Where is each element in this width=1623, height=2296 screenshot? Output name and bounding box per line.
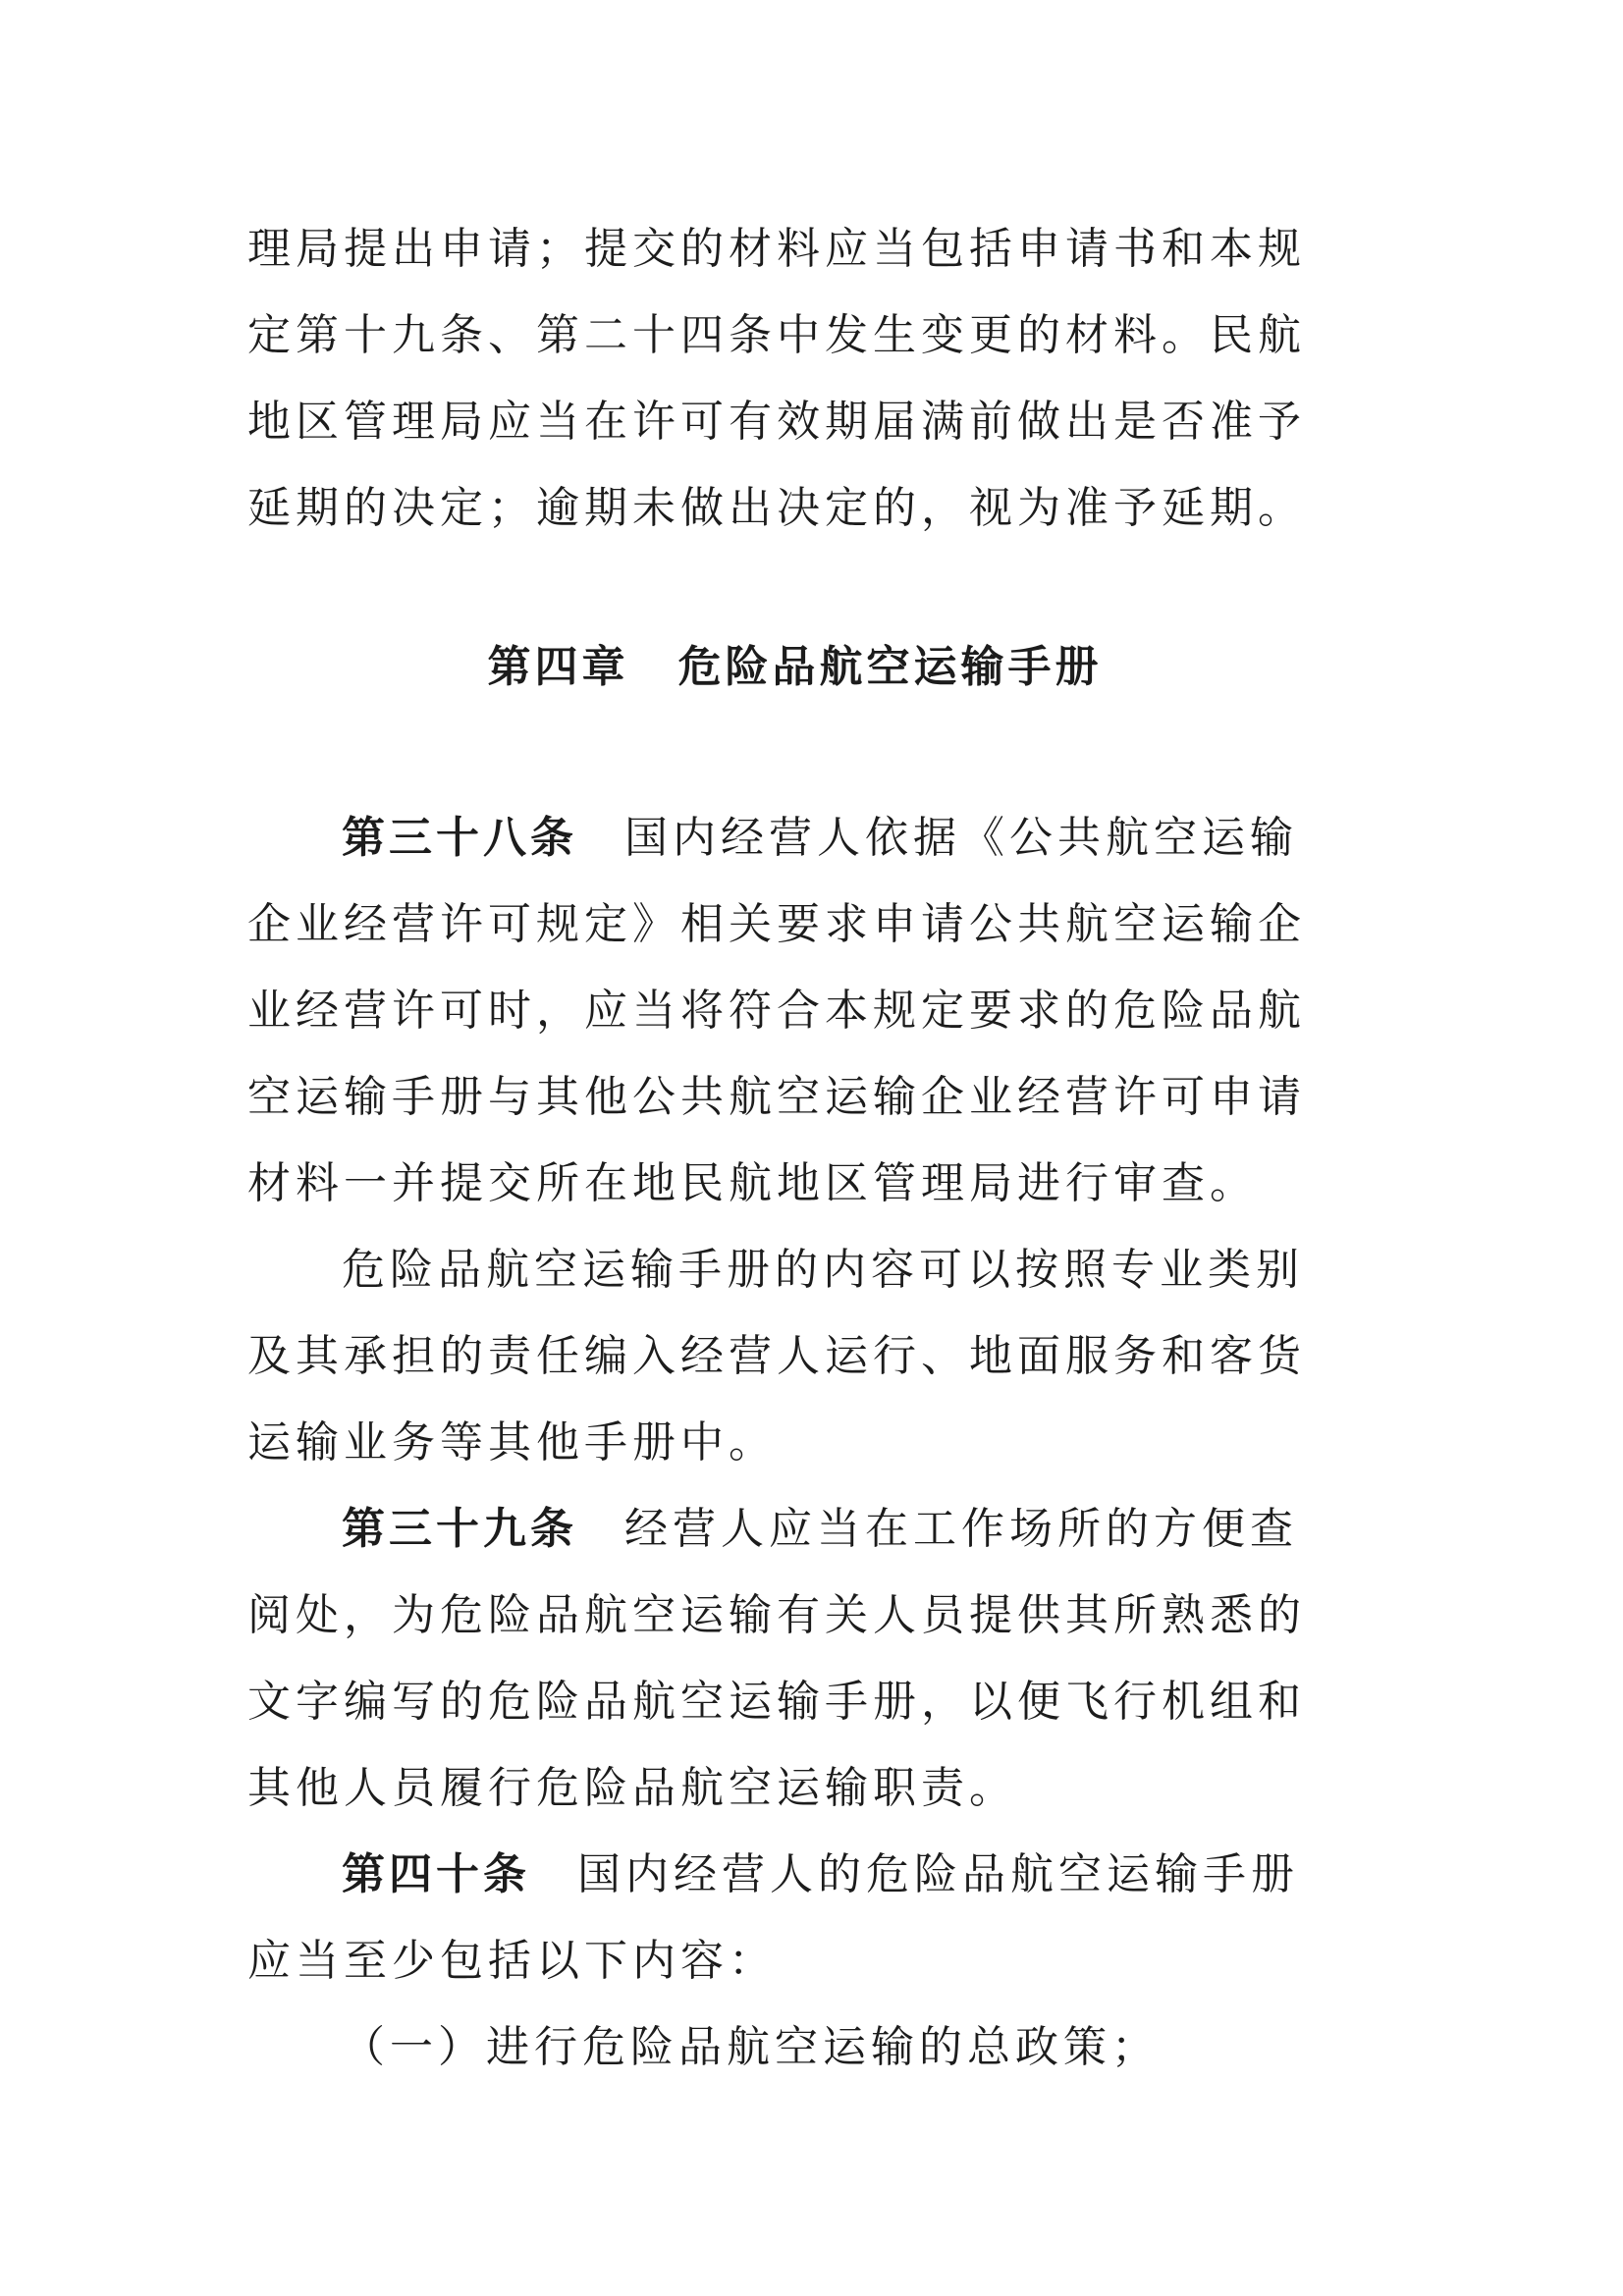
article-40-text: 国内经营人的危险品航空运输手册应当至少包括以下内容： xyxy=(247,1849,1299,1986)
article-38-text: 国内经营人依据《公共航空运输企业经营许可规定》相关要求申请公共航空运输企业经营许可时，应当将符合本规定要求的危险品航空运输手册与其他公共航空运输企业经营许可申请材料一并提交所在地民航地区管理局进行审查。 xyxy=(247,813,1306,1208)
article-38-extra: 危险品航空运输手册的内容可以按照专业类别及其承担的责任编入经营人运行、地面服务和客货运输业务等其他手册中。 xyxy=(247,1245,1306,1468)
article-40-label: 第四十条 xyxy=(342,1849,530,1899)
chapter-title: 危险品航空运输手册 xyxy=(677,642,1103,692)
article-38-label: 第三十八条 xyxy=(342,813,577,863)
continuation-paragraph: 理局提出申请；提交的材料应当包括申请书和本规定第十九条、第二十四条中发生变更的材料。民航地区管理局应当在许可有效期届满前做出是否准予延期的决定；逾期未做出决定的，视为准予延期。 xyxy=(247,224,1306,533)
article-40 xyxy=(247,1832,1342,2004)
article-39-label: 第三十九条 xyxy=(342,1504,577,1554)
chapter-heading xyxy=(247,624,1342,711)
chapter-number: 第四章 xyxy=(487,642,629,692)
article-39-text: 经营人应当在工作场所的方便查阅处，为危险品航空运输有关人员提供其所熟悉的文字编写的危险品航空运输手册，以便飞行机组和其他人员履行危险品航空运输职责。 xyxy=(247,1504,1306,1813)
document-page xyxy=(247,206,1342,2091)
article-40-item-1: （一）进行危险品航空运输的总政策； xyxy=(342,2022,1160,2072)
article-39 xyxy=(247,1486,1342,1832)
article-38 xyxy=(247,795,1342,1227)
